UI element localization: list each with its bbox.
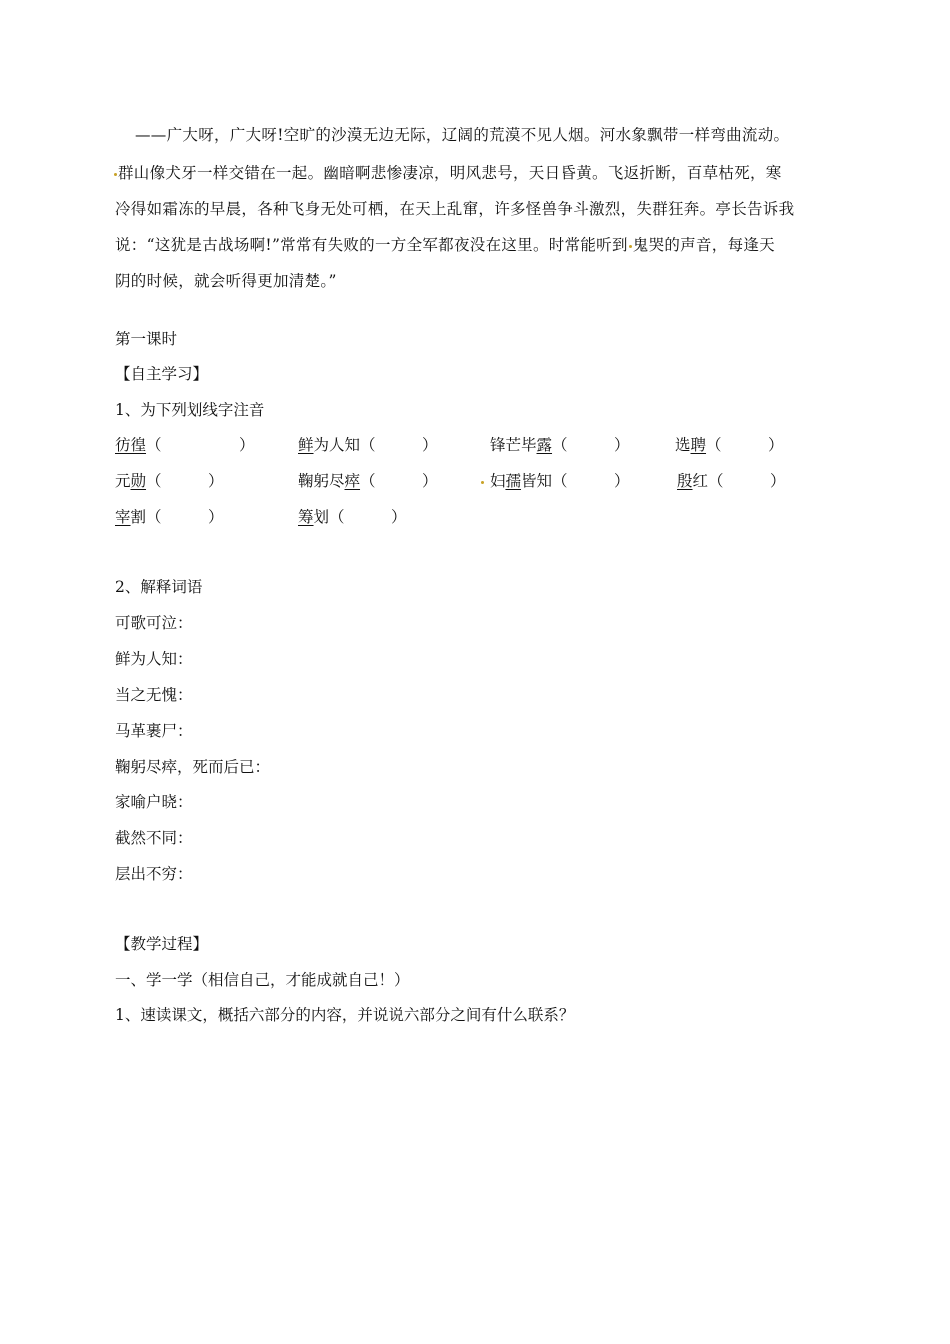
vocab-item: 锋芒毕露（ ） — [490, 433, 630, 457]
term-item: 鞠躬尽瘁，死而后已： — [115, 758, 271, 776]
underlined-word: 孺 — [505, 472, 521, 490]
intro-line-4-tail: 鬼哭的声音，每逢天 — [632, 236, 775, 254]
process-section-1: 一、学一学（相信自己，才能成就自己！） — [115, 971, 410, 989]
intro-line-2-text: 群山像犬牙一样交错在一起。幽暗啊悲惨凄凉，明风悲号，天日昏黄。飞返折断，百草枯死，寒 — [118, 164, 782, 182]
answer-blank[interactable]: （ ） — [146, 472, 224, 490]
intro-line-4-text: 说：“这犹是古战场啊!”常常有失败的一方全军都夜没在这里。时常能听到 — [115, 236, 628, 254]
mark-dot — [629, 245, 632, 248]
term-item: 当之无愧： — [115, 686, 193, 704]
underlined-word: 鲜 — [298, 436, 314, 454]
vocab-item: 殷红（ ） — [677, 469, 786, 493]
term-item: 家喻户晓： — [115, 793, 193, 811]
vocab-item: 选聘（ ） — [675, 433, 784, 457]
answer-blank[interactable]: （ ） — [360, 436, 438, 454]
answer-blank[interactable]: （ ） — [552, 436, 630, 454]
answer-blank[interactable]: （ ） — [706, 436, 784, 454]
vocab-item: 筹划（ ） — [298, 505, 407, 529]
underlined-word: 彷徨 — [115, 436, 147, 454]
term-item: 层出不穷： — [115, 865, 193, 883]
mark-dot — [114, 173, 117, 176]
underlined-word: 宰 — [115, 508, 131, 526]
intro-line-2 — [113, 161, 838, 185]
vocab-item — [115, 433, 255, 457]
intro-line-5: 阴的时候，就会听得更加清楚。” — [115, 272, 337, 290]
term-item: 鲜为人知： — [115, 650, 193, 668]
question-2-title: 2、解释词语 — [115, 578, 203, 596]
vocab-item: 妇孺皆知（ ） — [480, 469, 630, 493]
vocab-item: 鲜为人知（ ） — [298, 433, 438, 457]
lesson-title: 第一课时 — [115, 330, 178, 348]
process-heading: 【教学过程】 — [115, 935, 209, 953]
term-item: 可歌可泣： — [115, 614, 193, 632]
answer-blank[interactable]: （ ） — [146, 436, 255, 454]
underlined-word: 殷 — [677, 472, 693, 490]
answer-blank[interactable]: （ ） — [329, 508, 407, 526]
underlined-word: 瘁 — [344, 472, 361, 490]
process-task-1: 1、速读课文，概括六部分的内容，并说说六部分之间有什么联系？ — [115, 1006, 575, 1024]
vocab-item: 鞠躬尽瘁（ ） — [298, 469, 438, 493]
answer-blank[interactable]: （ ） — [146, 508, 224, 526]
vocab-item: 元勋（ ） — [115, 469, 224, 493]
term-item: 截然不同： — [115, 829, 193, 847]
underlined-word: 露 — [536, 436, 553, 454]
underlined-word: 筹 — [298, 508, 314, 526]
answer-blank[interactable]: （ ） — [708, 472, 786, 490]
answer-blank[interactable]: （ ） — [551, 472, 630, 490]
vocab-item: 宰割（ ） — [115, 505, 224, 529]
intro-line-3: 冷得如霜冻的早晨，各种飞身无处可栖，在天上乱窜，许多怪兽争斗激烈，失群狂奔。亭长告诉我 — [115, 200, 795, 218]
underlined-word: 勋 — [130, 472, 147, 490]
underlined-word: 聘 — [690, 436, 707, 454]
self-study-heading: 【自主学习】 — [115, 365, 209, 383]
intro-line-1: ——广大呀，广大呀!空旷的沙漠无边无际，辽阔的荒漠不见人烟。河水象飘带一样弯曲流动。 — [135, 126, 790, 144]
term-item: 马革裹尸： — [115, 722, 193, 740]
mark-dot — [481, 481, 484, 484]
question-1-title: 1、为下列划线字注音 — [115, 401, 265, 419]
answer-blank[interactable]: （ ） — [360, 472, 438, 490]
intro-line-4 — [115, 233, 840, 257]
